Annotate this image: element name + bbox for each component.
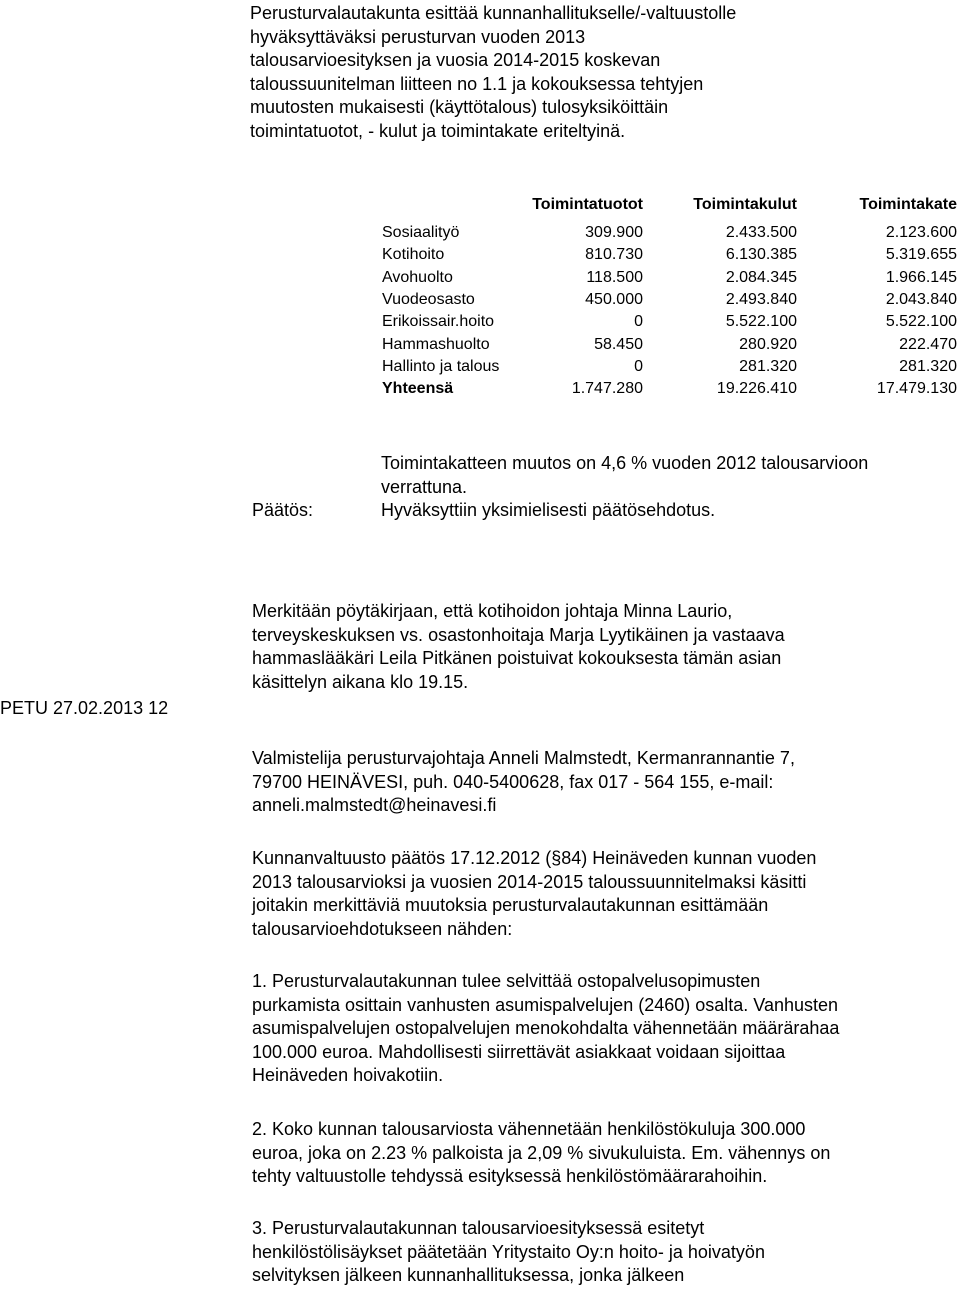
table-row: [378, 267, 957, 289]
text-line: euroa, joka on 2.23 % palkoista ja 2,09 % sivukuluista. Em. vähennys on: [252, 1142, 831, 1163]
income-cell: 810.730: [585, 246, 643, 264]
text-line: hammaslääkäri Leila Pitkänen poistuivat kokouksesta tämän asian: [252, 648, 782, 668]
total-label: Yhteensä: [382, 380, 454, 398]
decision-text: Hyväksyttiin yksimielisesti päätösehdotus.: [381, 500, 716, 520]
income-cell: 0: [634, 357, 643, 375]
list-item-2: [252, 1118, 957, 1189]
text-line: taloussuunitelman liitteen no 1.1 ja kokouksessa tehtyjen: [250, 73, 704, 94]
income-cell: 450.000: [585, 291, 643, 309]
text-line: 100.000 euroa. Mahdollisesti siirrettävät asiakkaat voidaan sijoittaa: [252, 1041, 786, 1062]
header-blank: [378, 196, 508, 222]
expenses-cell: 2.084.345: [725, 268, 797, 286]
text-line: talousarvioehdotukseen nähden:: [252, 918, 513, 939]
text-line: 1. Perusturvalautakunnan tulee selvittää ostopalvelusopimusten: [252, 971, 761, 991]
text-line: Toimintakatteen muutos on 4,6 % vuoden 2012 talousarvioon: [381, 453, 869, 473]
header-margin: Toimintakate: [859, 196, 957, 213]
income-cell: 309.900: [585, 224, 643, 242]
minutes-note: [252, 600, 957, 694]
income-cell: 58.450: [594, 335, 643, 353]
text-line: Kunnanvaltuusto päätös 17.12.2012 (§84) Heinäveden kunnan vuoden: [252, 848, 817, 868]
text-line: 2013 talousarvioksi ja vuosien 2014-2015 taloussuunnitelmaksi käsitti: [252, 871, 807, 892]
text-line: 2. Koko kunnan talousarviosta vähennetään henkilöstökuluja 300.000: [252, 1119, 806, 1139]
text-line: selvityksen jälkeen kunnanhallituksessa, jonka jälkeen: [252, 1265, 685, 1285]
text-line: talousarvioesityksen ja vuosia 2014-2015 koskevan: [250, 50, 661, 70]
change-note: [381, 452, 960, 499]
income-cell: 118.500: [586, 268, 643, 286]
row-label: Sosiaalityö: [382, 224, 460, 242]
table-row: [378, 333, 957, 355]
table-row: [378, 356, 957, 378]
row-label: Hallinto ja talous: [382, 357, 500, 375]
text-line: toimintatuotot, - kulut ja toimintakate eriteltyinä.: [250, 120, 626, 141]
table-header-row: [378, 196, 957, 222]
list-item-3: [252, 1217, 957, 1288]
email-line: anneli.malmstedt@heinavesi.fi: [252, 795, 497, 815]
text-line: käsittelyn aikana klo 19.15.: [252, 671, 469, 692]
text-line: joitakin merkittäviä muutoksia perusturvalautakunnan esittämään: [252, 895, 769, 915]
text-line: 79700 HEINÄVESI, puh. 040-5400628, fax 017 - 564 155, e-mail:: [252, 771, 774, 792]
income-cell: 0: [634, 313, 643, 331]
margin-cell: 1.966.145: [885, 268, 957, 286]
row-label: Avohuolto: [382, 268, 453, 286]
text-line: Valmistelija perusturvajohtaja Anneli Malmstedt, Kermanrannantie 7,: [252, 748, 795, 768]
expenses-total: 19.226.410: [716, 380, 797, 398]
intro-paragraph: [250, 2, 958, 143]
expenses-cell: 280.920: [739, 335, 797, 353]
header-income: Toimintatuotot: [532, 196, 643, 213]
table-total-row: [378, 378, 957, 400]
text-line: hyväksyttäväksi perusturvan vuoden 2013: [250, 26, 586, 47]
margin-cell: 5.319.655: [885, 246, 957, 264]
row-label: Vuodeosasto: [382, 291, 475, 309]
table-row: [378, 244, 957, 266]
header-expenses: Toimintakulut: [693, 196, 797, 213]
margin-cell: 2.043.840: [885, 291, 957, 309]
margin-cell: 222.470: [899, 335, 957, 353]
council-decision: [252, 847, 957, 941]
expenses-cell: 2.433.500: [725, 224, 797, 242]
margin-total: 17.479.130: [876, 380, 957, 398]
table-row: [378, 311, 957, 333]
expenses-cell: 5.522.100: [725, 313, 797, 331]
text-line: henkilöstölisäykset päätetään Yritystaito Oy:n hoito- ja hoivatyön: [252, 1241, 765, 1262]
margin-cell: 281.320: [899, 357, 957, 375]
page-marker: PETU 27.02.2013 12: [0, 698, 169, 718]
text-line: asumispalvelujen ostopalvelujen menokohdalta vähennetään määrärahaa: [252, 1018, 840, 1038]
income-total: 1.747.280: [571, 380, 643, 398]
budget-table: [378, 196, 957, 400]
text-line: muutosten mukaisesti (käyttötalous) tulosyksiköittäin: [250, 97, 669, 117]
list-item-1: [252, 970, 957, 1088]
table-row: [378, 289, 957, 311]
text-line: 3. Perusturvalautakunnan talousarvioesityksessä esitetyt: [252, 1218, 705, 1238]
text-line: Merkitään pöytäkirjaan, että kotihoidon johtaja Minna Laurio,: [252, 601, 733, 621]
row-label: Erikoissair.hoito: [382, 313, 495, 331]
expenses-cell: 2.493.840: [725, 291, 797, 309]
table-row: [378, 222, 957, 244]
row-label: Kotihoito: [382, 246, 445, 264]
expenses-cell: 6.130.385: [725, 246, 797, 264]
text-line: tehty valtuustolle tehdyssä esityksessä henkilöstömäärarahoihin.: [252, 1166, 768, 1186]
expenses-cell: 281.320: [739, 357, 797, 375]
text-line: terveyskeskuksen vs. osastonhoitaja Marja Lyytikäinen ja vastaava: [252, 624, 785, 645]
preparer-info: [252, 747, 957, 818]
row-label: Hammashuolto: [382, 335, 490, 353]
text-line: purkamista osittain vanhusten asumispalvelujen (2460) osalta. Vanhusten: [252, 994, 839, 1015]
text-line: Heinäveden hoivakotiin.: [252, 1065, 444, 1085]
text-line: verrattuna.: [381, 476, 468, 497]
decision-label: Päätös:: [252, 500, 314, 520]
margin-cell: 2.123.600: [885, 224, 957, 242]
text-line: Perusturvalautakunta esittää kunnanhallitukselle/-valtuustolle: [250, 3, 737, 23]
margin-cell: 5.522.100: [885, 313, 957, 331]
